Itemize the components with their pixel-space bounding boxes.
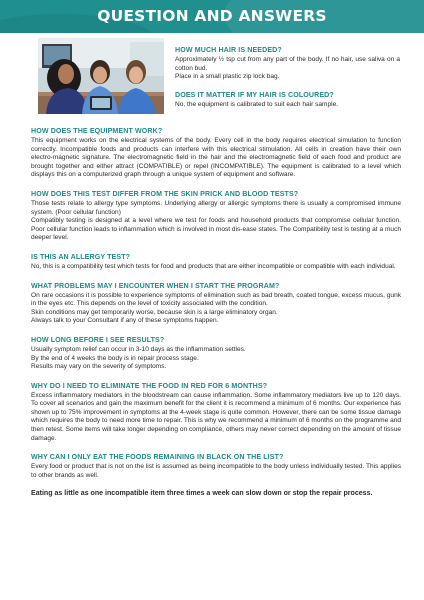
page-header	[0, 0, 424, 33]
answer-text	[31, 463, 401, 480]
answer-line: Skin conditions may get temporarily worse, because skin is a large eliminatory organ.	[31, 308, 278, 316]
intro-qa	[175, 46, 400, 118]
qa-item	[31, 282, 401, 326]
answer-line: On rare occasions it is possible to experience symptoms of elimination such as bad breath, coated tongue, excess mucus, gunk in the eyes etc. This depends on the level of toxicity associated with the condition.	[31, 291, 401, 308]
answer-text	[31, 392, 401, 444]
page-title: QUESTION AND ANSWERS	[97, 7, 327, 25]
answer-text	[175, 56, 400, 82]
answer-line: Place in a small plastic zip lock bag.	[175, 73, 280, 81]
question-heading: WHAT PROBLEMS MAY I ENCOUNTER WHEN I START THE PROGRAM?	[31, 281, 280, 290]
answer-line: No, the equipment is calibrated to suit each hair sample.	[175, 100, 339, 108]
question-heading: DOES IT MATTER IF MY HAIR IS COLOURED?	[175, 90, 334, 99]
question-heading: WHY DO I NEED TO ELIMINATE THE FOOD IN RED FOR 6 MONTHS?	[31, 381, 268, 390]
answer-line: No, this is a compatibility test which tests for food and products that are either incompatible or compatible with each individual.	[31, 262, 396, 270]
question-heading: WHY CAN I ONLY EAT THE FOODS REMAINING IN BLACK ON THE LIST?	[31, 453, 284, 462]
qa-item	[31, 382, 401, 444]
question-heading: HOW LONG BEFORE I SEE RESULTS?	[31, 335, 165, 344]
answer-text	[31, 292, 401, 326]
closing-statement: Eating as little as one incompatible item three times a week can slow down or stop the repair process.	[31, 490, 373, 498]
answer-text	[31, 263, 401, 272]
answer-line: By the end of 4 weeks the body is in repair process stage.	[31, 354, 199, 362]
main-qa	[31, 127, 401, 497]
answer-line: This equipment works on the electrical systems of the body. Every cell in the body requires electrical simulation to function correctly. Incompatible foods and products can interfere with this electrical stimulation. All cells in creation have their own electro-magnetic signature. The electromagnetic field in the hair and the electromagnetic field of each food and product are brought together and either attract (COMPATIBLE) or repel (INCOMPATIBLE). The equipment is calibrated to a level which displays this on a computerized graph through a unique system of equipment and software.	[31, 137, 401, 179]
question-heading: IS THIS AN ALLERGY TEST?	[31, 252, 131, 261]
qa-item	[31, 453, 401, 480]
question-heading: HOW DOES THIS TEST DIFFER FROM THE SKIN PRICK AND BLOOD TESTS?	[31, 189, 299, 198]
answer-text	[31, 200, 401, 243]
header-photo	[38, 38, 164, 114]
photo-illustration	[38, 38, 164, 114]
question-heading: HOW MUCH HAIR IS NEEDED?	[175, 46, 282, 54]
qa-item	[175, 46, 400, 82]
answer-line: Results may vary on the severity of symptoms.	[31, 363, 167, 371]
answer-line: Excess inflammatory mediators in the bloodstream can cause inflammation. Some inflammatory mediators live up to 120 days. To cover all scenarios and gain the maximum benefit for the client it is recommend a minimum of 6 months. Our experience has shown up to 75% improvement in symptoms at the 4-week stage is quite common. However, there can be some tissue damage which requires the body to need more time to repair. This is why we recommend a minimum of 6 months on the programme and then retest. Some items will take longer depending on compliance, others may never correct depending on the amount of tissue damage.	[31, 391, 401, 442]
qa-item	[31, 336, 401, 372]
answer-line: Those tests relate to allergy type symptoms. Underlying allergy or allergic symptoms there is usually a compromised immune system. (Poor cellular function)	[31, 199, 401, 216]
answer-line: Approximately ½ tsp cut from any part of the body. If no hair, use saliva on a cotton bud.	[175, 56, 400, 72]
question-heading: HOW DOES THE EQUIPMENT WORK?	[31, 127, 163, 135]
answer-text	[175, 101, 400, 110]
qa-item	[175, 91, 400, 110]
answer-text	[31, 137, 401, 180]
answer-line: Every food or product that is not on the list is assumed as being incompatible to the body unless individually tested. This applies to other brands as well.	[31, 463, 401, 479]
qa-item	[31, 190, 401, 243]
answer-line: Always talk to your Consultant if any of these symptoms happen.	[31, 317, 219, 325]
answer-line: Usually symptom relief can occur in 3-10 days as the inflammation settles.	[31, 345, 246, 353]
answer-line: Compatibly testing is designed at a level where we test for foods and household products that compromise cellular function. Poor cellular function leads to inflammation which is involved in most dis-ease states. The Compatibility test is testing at a much deeper level.	[31, 217, 401, 242]
qa-item	[31, 253, 401, 272]
answer-text	[31, 346, 401, 372]
qa-item	[31, 127, 401, 180]
